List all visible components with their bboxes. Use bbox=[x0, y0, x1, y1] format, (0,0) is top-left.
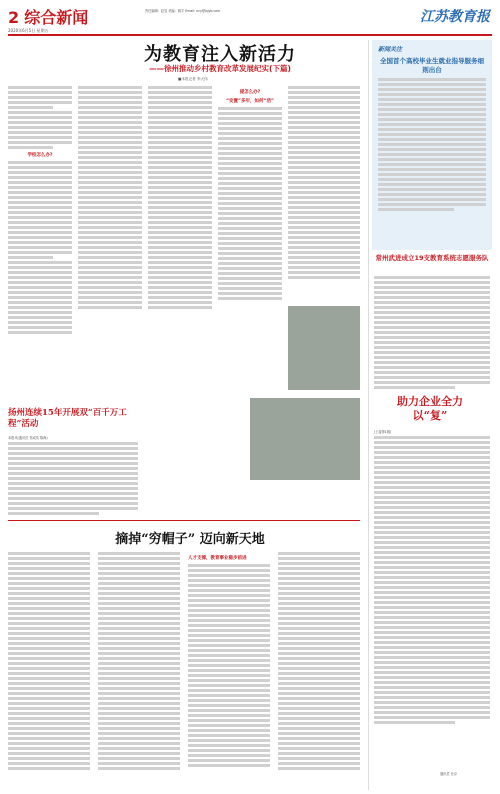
subhead-2: “安置”多年，如何“活” bbox=[226, 99, 274, 104]
sidebar-story1-title: 全国首个高校毕业生就业指导服务细则出台 bbox=[380, 57, 484, 74]
subhead-1: 学校怎么办? bbox=[27, 153, 53, 158]
section-title: 综合新闻 bbox=[24, 8, 89, 27]
article-column-1 bbox=[8, 86, 72, 336]
bottom-feature-title: 摘掉“穷帽子” 迈向新天地 bbox=[115, 532, 265, 547]
feature-photo bbox=[250, 398, 360, 480]
section-number: 2 bbox=[8, 8, 20, 27]
article-column-2 bbox=[78, 86, 142, 311]
article-column-5 bbox=[288, 86, 360, 281]
left-feature-title: 扬州连续15年开展双“百千万工程”活动 bbox=[8, 408, 127, 429]
sidebar-story2-body bbox=[374, 276, 490, 391]
sidebar-kicker: 新闻关注 bbox=[378, 46, 403, 53]
section-header bbox=[8, 5, 128, 34]
brand-logo: 江苏教育报 bbox=[420, 9, 490, 25]
bottom-col-3 bbox=[188, 552, 270, 772]
bottom-col-1 bbox=[8, 552, 90, 772]
sidebar-story2-title: 常州武进成立19支教育系统志愿服务队 bbox=[375, 254, 489, 262]
article-photo bbox=[288, 306, 360, 390]
bottom-col-4 bbox=[278, 552, 360, 772]
bottom-subhead: 人才支撑，教育事业稳步前进 bbox=[188, 556, 247, 561]
subhead-3: 提怎么办? bbox=[239, 90, 261, 95]
bottom-feature-body bbox=[8, 552, 360, 772]
header-rule bbox=[8, 34, 492, 36]
bottom-feature-rule bbox=[8, 520, 360, 521]
sidebar-box bbox=[372, 40, 492, 250]
bottom-col-2 bbox=[98, 552, 180, 772]
article-column-4 bbox=[218, 86, 282, 302]
left-feature-byline: 本报讯(通讯员 郑成英 陈海) bbox=[8, 436, 48, 440]
sidebar-footer-credit: 通讯员 北京 bbox=[440, 772, 457, 776]
main-article-byline: ■本报记者 李大伟 bbox=[178, 77, 208, 81]
sidebar-story3-body bbox=[374, 436, 490, 726]
sidebar-story1-body bbox=[378, 78, 486, 211]
sidebar-divider bbox=[368, 40, 369, 790]
article-column-3 bbox=[148, 86, 212, 311]
issue-date: 2020年6月5日 星期五 bbox=[8, 28, 49, 33]
sidebar-story3-title: 助力企业全力以“复” bbox=[397, 395, 463, 422]
sidebar-story3-byline: (上接第1版) bbox=[374, 430, 392, 434]
left-feature-body bbox=[8, 442, 138, 517]
main-article-subtitle: ——徐州推动乡村教育改革发展纪实(下篇) bbox=[149, 64, 291, 73]
editor-line: 责任编辑：赵昱 美编：姚宇 Email: ncy@jsjyb.com bbox=[145, 9, 221, 13]
main-article-title: 为教育注入新活力 bbox=[144, 44, 296, 65]
